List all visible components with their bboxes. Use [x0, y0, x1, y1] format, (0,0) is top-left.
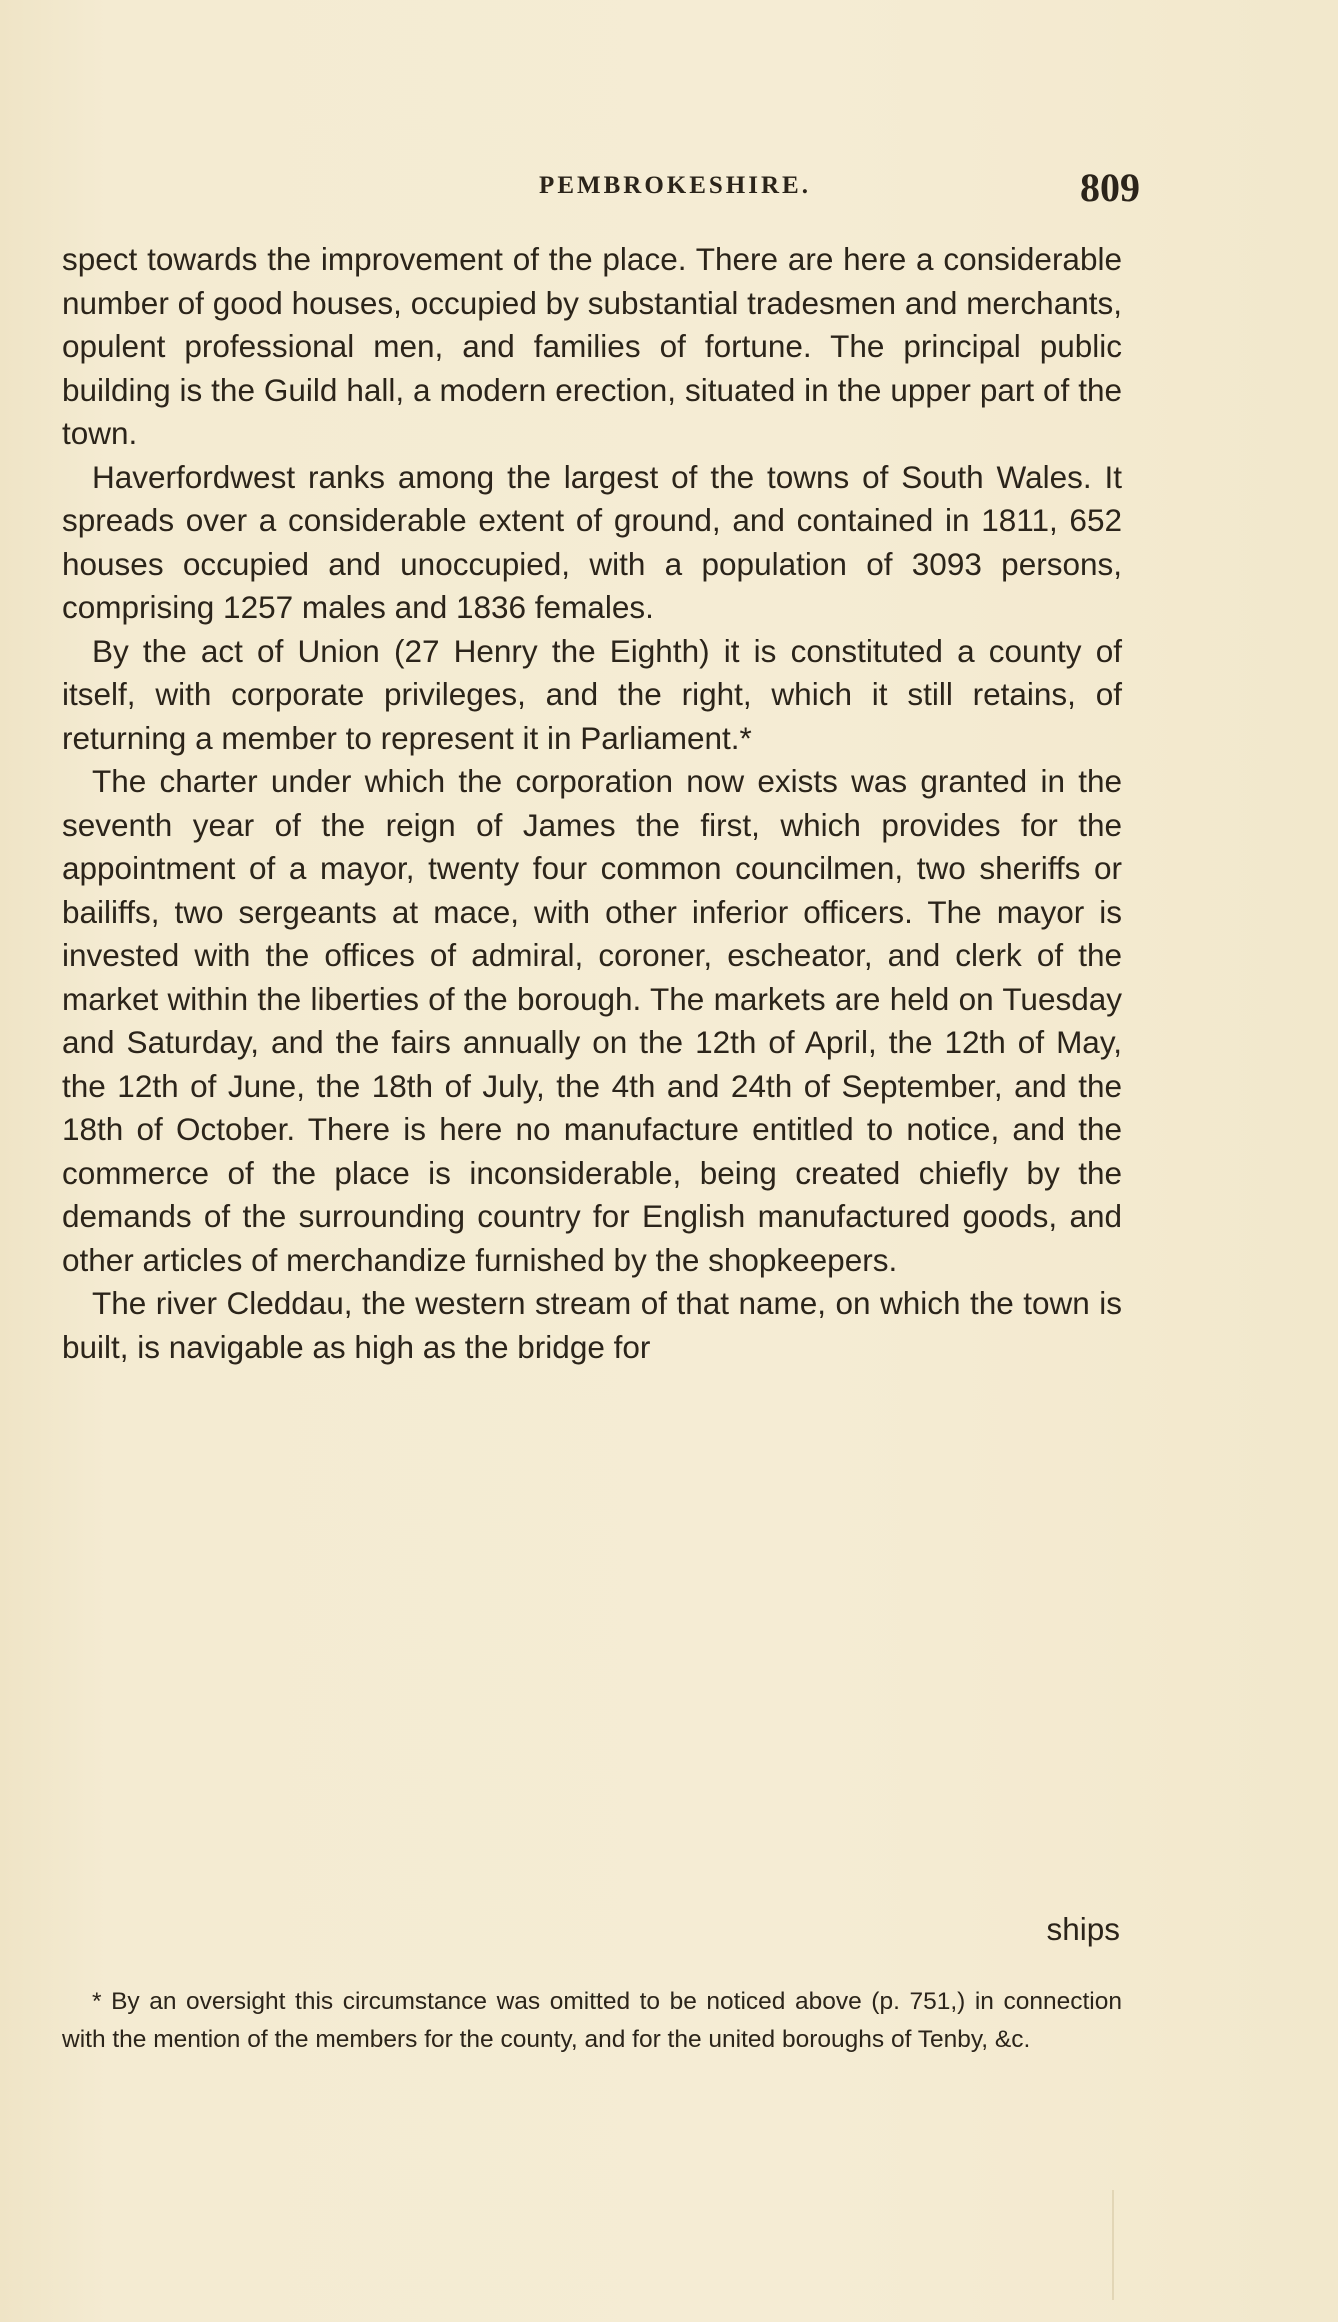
- body-text: [62, 238, 1122, 1369]
- margin-mark: [1112, 2190, 1114, 2300]
- paragraph-4: The charter under which the corporation now exists was granted in the seventh year of the reign of James the first, which provides for the appointment of a mayor, twenty four common councilmen, two sheriffs or bailiffs, two sergeants at mace, with other inferior officers. The mayor is invested with the offices of admiral, coroner, escheator, and clerk of the market within the liberties of the borough. The markets are held on Tuesday and Saturday, and the fairs annually on the 12th of April, the 12th of May, the 12th of June, the 18th of July, the 4th and 24th of September, and the 18th of October. There is here no manufacture entitled to notice, and the commerce of the place is inconsiderable, being created chiefly by the demands of the surrounding country for English manufactured goods, and other articles of merchandize furnished by the shopkeepers.: [62, 763, 1122, 1278]
- catchword: ships: [1046, 1911, 1120, 1947]
- paragraph-2: Haverfordwest ranks among the largest of the towns of South Wales. It spreads over a considerable extent of ground, and contained in 1811, 652 houses occupied and unoccupied, with a population of 3093 persons, comprising 1257 males and 1836 females.: [62, 458, 1122, 625]
- page-header: [90, 165, 1140, 212]
- footnote: * By an oversight this circumstance was omitted to be noticed above (p. 751,) in connection with the mention of the members for the county, and for the united boroughs of Tenby, &c.: [62, 1988, 1122, 2053]
- paragraph-1: spect towards the improvement of the place. There are here a considerable number of good houses, occupied by substantial tradesmen and merchants, opulent professional men, and families of fortune. The principal public building is the Guild hall, a modern erection, situated in the upper part of the town.: [62, 241, 1122, 451]
- paragraph-5: The river Cleddau, the western stream of that name, on which the town is built, is navigable as high as the bridge for: [62, 1285, 1122, 1365]
- page-number: 809: [1080, 165, 1140, 210]
- paragraph-3: By the act of Union (27 Henry the Eighth) it is constituted a county of itself, with corporate privileges, and the right, which it still retains, of returning a member to represent it in Parliament.*: [62, 632, 1122, 756]
- running-head: PEMBROKESHIRE.: [539, 172, 811, 199]
